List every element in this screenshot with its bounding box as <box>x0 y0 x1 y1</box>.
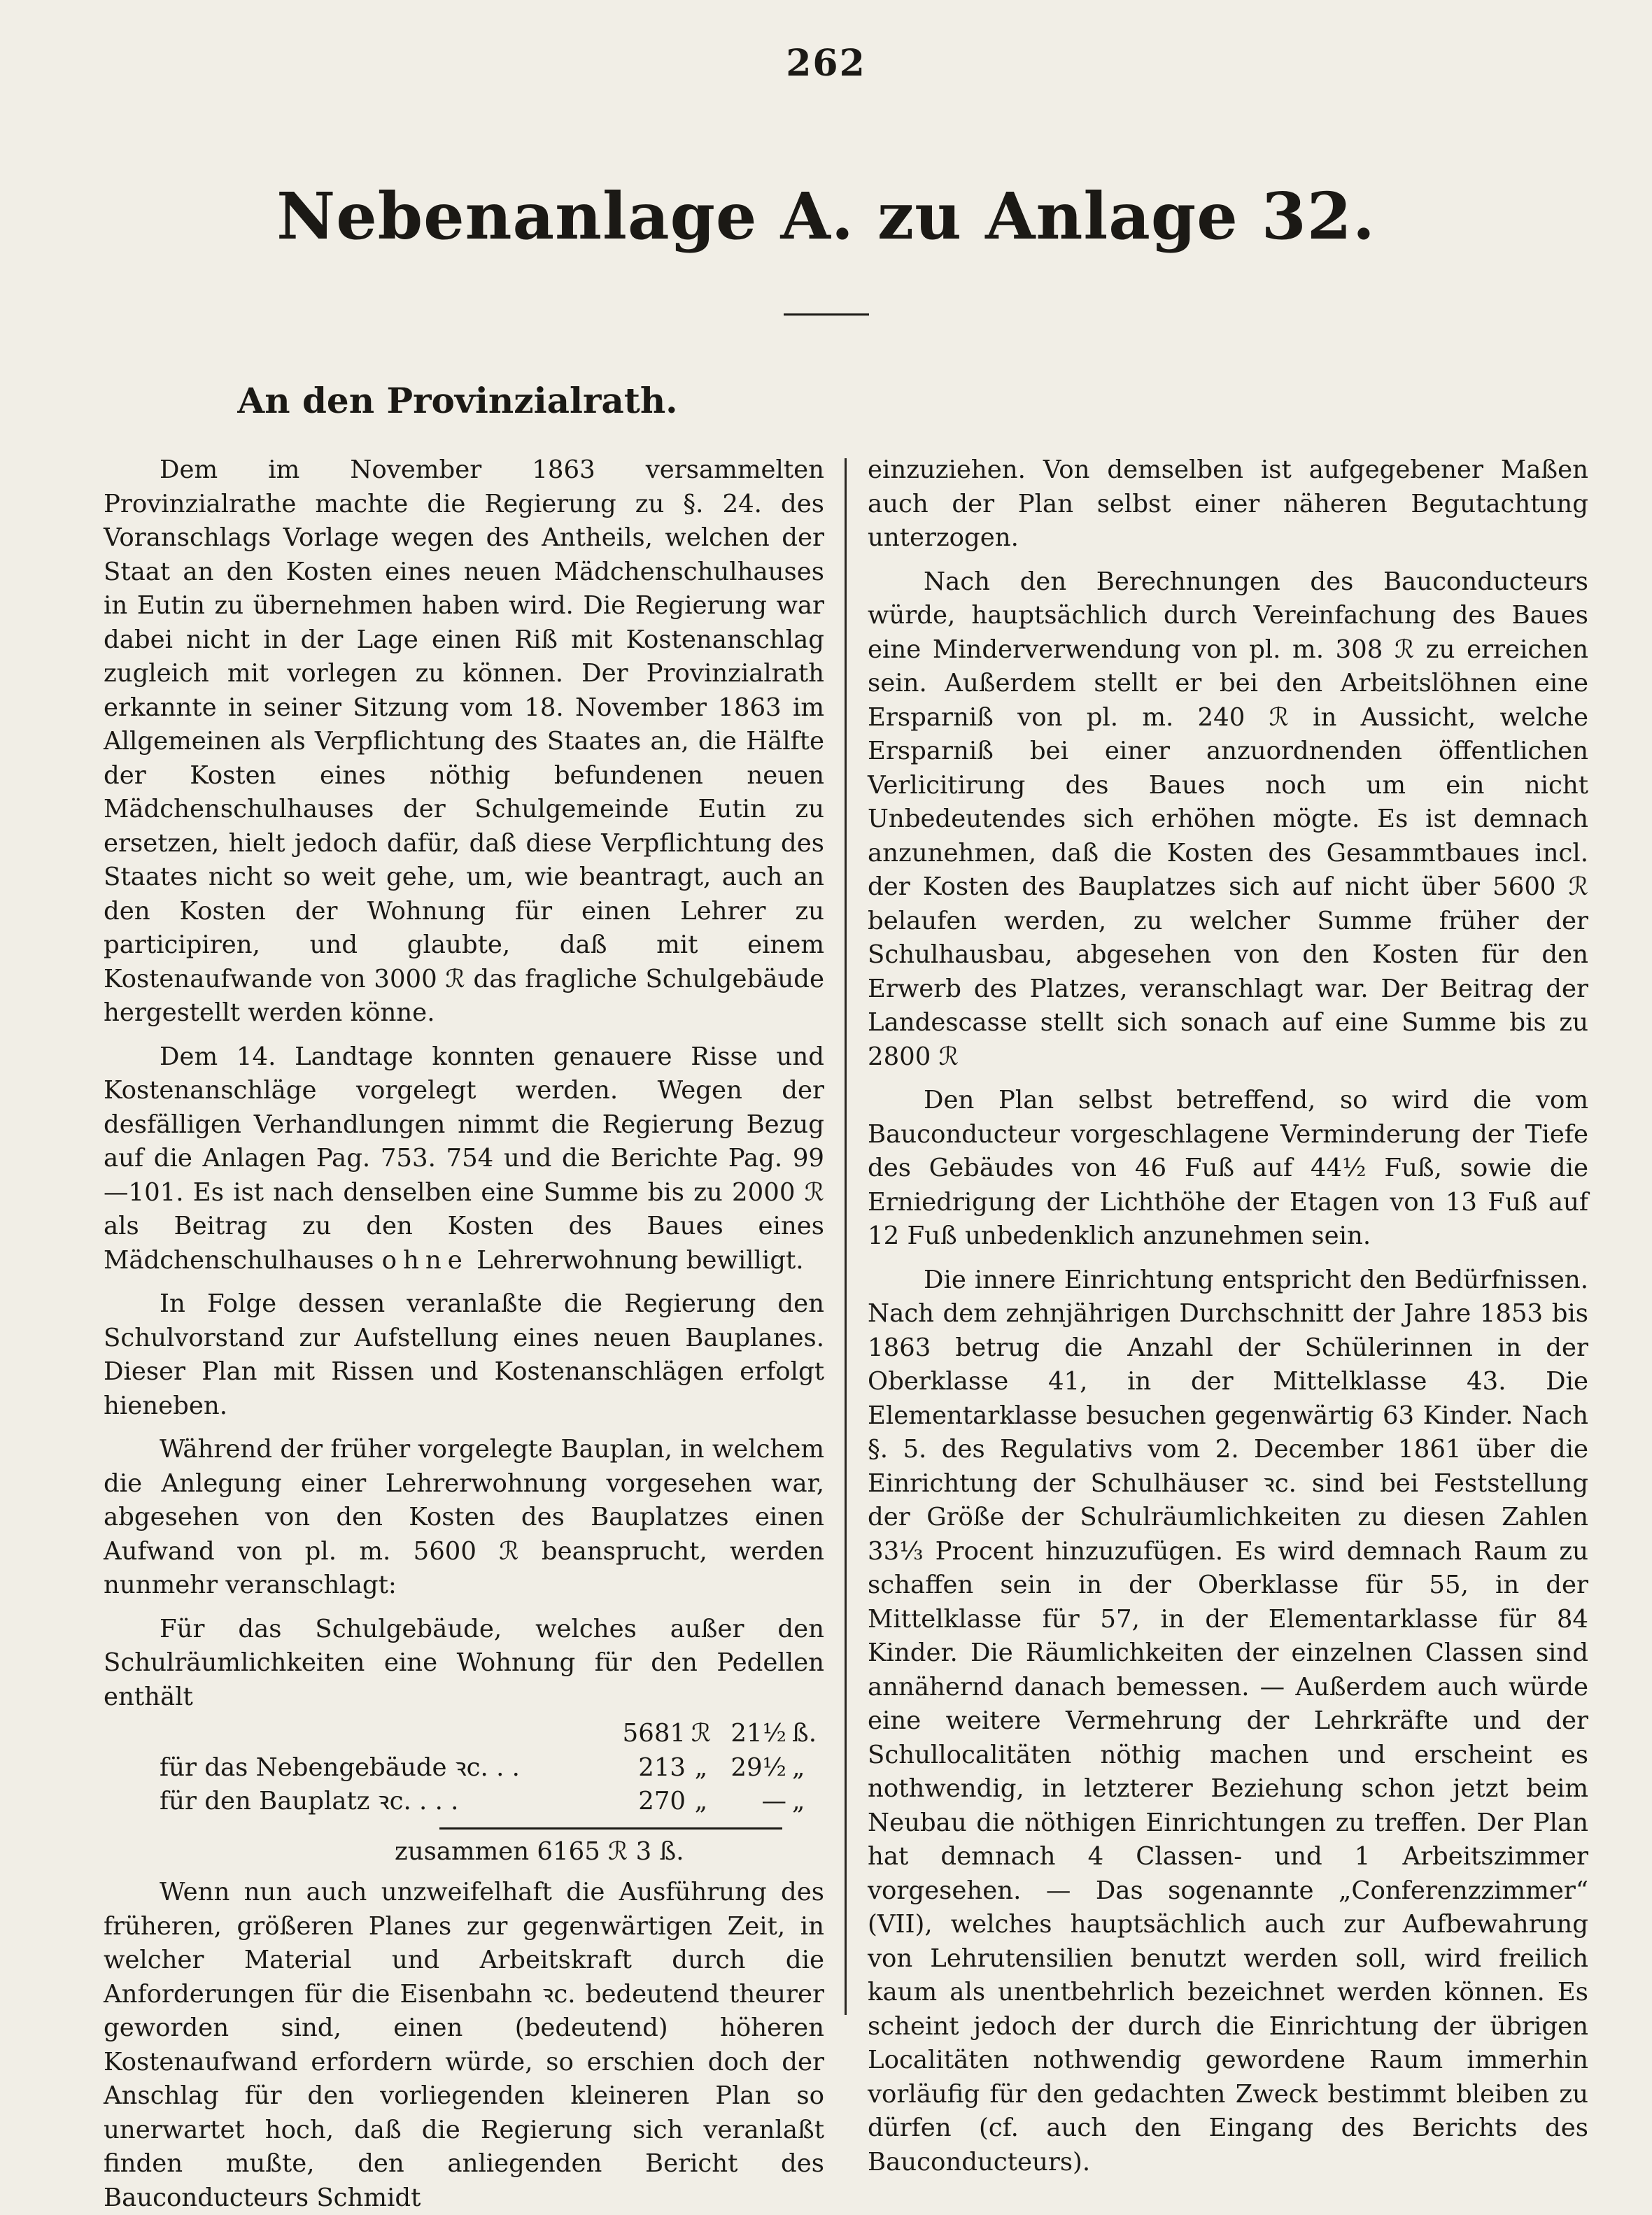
cost-shilling: ß. <box>792 1719 817 1748</box>
total-divider <box>439 1827 782 1830</box>
section-heading: An den Provinzialrath. <box>237 380 678 421</box>
right-paragraph-2: Nach den Berechnungen des Bauconducteurs würde, hauptsächlich durch Vereinfachung des Baues eine Minderverwendung von pl. m. 308 ℛ zu erreichen sein. Außerdem stellt er bei den Arbeitslöhnen eine Ersparniß von pl. m. 240 ℛ in Aussicht, welche Ersparniß bei einer anzuordnenden öffentlichen Verlicitirung des Baues noch um ein nicht Unbedeutendes sich erhöhen mögte. Es ist demnach anzunehmen, daß die Kosten des Gesammtbaues incl. der Kosten des Bauplatzes sich auf nicht über 5600 ℛ belaufen werden, zu welcher Summe früher der Schulhausbau, abgesehen von den Kosten für den Erwerb des Platzes, veranschlagt war. Der Beitrag der Landescasse stellt sich sonach auf eine Summe bis zu 2800 ℛ <box>868 567 1588 1071</box>
cost-unit: „ <box>694 1787 708 1816</box>
right-paragraph-1: einzuziehen. Von demselben ist aufgegebener Maßen auch der Plan selbst einer näheren Begutachtung unterzogen. <box>868 455 1588 552</box>
left-paragraph-4: Während der früher vorgelegte Bauplan, in welchem die Anlegung einer Lehrerwohnung vorgesehen war, abgesehen von den Kosten des Bauplatzes einen Aufwand von pl. m. 5600 ℛ beansprucht, werden nunmehr veranschlagt: <box>104 1435 824 1599</box>
left-paragraph-1: Dem im November 1863 versammelten Provinzialrathe machte die Regierung zu §. 24. des Voranschlags Vorlage wegen des Antheils, welchen der Staat an den Kosten eines neuen Mädchenschulhauses in Eutin zu übernehmen haben wird. Die Regierung war dabei nicht in der Lage einen Riß mit Kostenanschlag zugleich mit vorlegen zu können. Der Provinzialrath erkannte in seiner Sitzung vom 18. November 1863 im Allgemeinen als Verpflichtung des Staates an, die Hälfte der Kosten eines nöthig befundenen neuen Mädchenschulhauses der Schulgemeinde Eutin zu ersetzen, hielt jedoch dafür, daß diese Verpflichtung des Staates nicht so weit gehe, um, wie beantragt, auch an den Kosten der Wohnung für einen Lehrer zu participiren, und glaubte, daß mit einem Kostenaufwande von 3000 ℛ das fragliche Schulgebäude hergestellt werden könne. <box>104 455 824 1027</box>
left-paragraph-5: Wenn nun auch unzweifelhaft die Ausführung des früheren, größeren Planes zur gegenwärtigen Zeit, in welcher Material und Arbeitskraft durch die Anforderungen für die Eisenbahn ꝛc. bedeutend theurer geworden sind, einen (bedeutend) höheren Kostenaufwand erfordern würde, so erschien doch der Anschlag für den vorliegenden kleineren Plan so unerwartet hoch, daß die Regierung sich veranlaßt finden mußte, den anliegenden Bericht des Bauconducteurs Schmidt <box>104 1878 824 2212</box>
cost-shilling: „ <box>792 1787 805 1816</box>
cost-fraction: 29½ <box>730 1753 786 1782</box>
cost-row <box>104 1717 824 1751</box>
cost-unit: „ <box>694 1753 708 1782</box>
cost-label <box>104 1717 581 1751</box>
cost-label: für den Bauplatz ꝛc. . . . <box>160 1787 459 1816</box>
document-title: Nebenanlage A. zu Anlage 32. <box>276 178 1376 254</box>
cost-table <box>104 1717 824 1819</box>
cost-shilling: „ <box>792 1753 805 1782</box>
right-column <box>868 453 1588 2179</box>
left-paragraph-2-text-b: Lehrerwohnung bewilligt. <box>476 1245 804 1275</box>
cost-intro: Für das Schulgebäude, welches außer den Schulräumlichkeiten eine Wohnung für den Pedellen enthält <box>104 1614 824 1711</box>
cost-label: für das Nebengebäude ꝛc. . . <box>160 1753 520 1782</box>
right-paragraph-4: Die innere Einrichtung entspricht den Bedürfnissen. Nach dem zehnjährigen Durchschnitt der Jahre 1853 bis 1863 betrug die Anzahl der Schülerinnen in der Oberklasse 41, in der Mittelklasse 43. Die Elementarklasse besuchen gegenwärtig 63 Kinder. Nach §. 5. des Regulativs vom 2. December 1861 über die Einrichtung der Schulhäuser ꝛc. sind bei Feststellung der Größe der Schulräumlichkeiten zu diesen Zahlen 33⅓ Procent hinzuzufügen. Es wird demnach Raum zu schaffen sein in der Oberklasse für 55, in der Mittelklasse für 57, in der Elementarklasse für 84 Kinder. Die Räumlichkeiten der einzelnen Classen sind annähernd danach bemessen. — Außerdem auch würde eine weitere Vermehrung der Lehrkräfte und der Schullocalitäten nöthig machen und erscheint es nothwendig, in letzterer Beziehung schon jetzt beim Neubau die nöthigen Einrichtungen zu treffen. Der Plan hat demnach 4 Classen- und 1 Arbeitszimmer vorgesehen. — Das sogenannte „Conferenzzimmer“ (VII), welches hauptsächlich auch zur Aufbewahrung von Lehrutensilien benutzt werden soll, wird freilich kaum als unentbehrlich bezeichnet werden können. Es scheint jedoch der durch die Einrichtung der übrigen Localitäten nothwendig gewordene Raum immerhin vorläufig für den gedachten Zweck bestimmt bleiben zu dürfen (cf. auch den Eingang des Berichts des Bauconducteurs). <box>868 1265 1588 2177</box>
left-paragraph-2 <box>104 1040 824 1278</box>
cost-total: zusammen 6165 ℛ 3 ß. <box>395 1837 684 1866</box>
column-divider <box>845 458 847 2015</box>
cost-amount: 270 <box>638 1787 686 1816</box>
title-divider <box>784 313 869 316</box>
left-paragraph-3: In Folge dessen veranlaßte die Regierung den Schulvorstand zur Aufstellung eines neuen Bauplanes. Dieser Plan mit Rissen und Kostenanschlägen erfolgt hieneben. <box>104 1289 824 1420</box>
cost-fraction: 21½ <box>730 1719 786 1748</box>
cost-unit: ℛ <box>691 1719 712 1748</box>
cost-row <box>104 1751 824 1785</box>
cost-amount: 5681 <box>622 1719 686 1748</box>
left-column <box>104 453 824 2215</box>
left-paragraph-2-text-a: Dem 14. Landtage konnten genauere Risse und Kostenanschläge vorgelegt werden. Wegen der desfälligen Verhandlungen nimmt die Regierung Bezug auf die Anlagen Pag. 753. 754 und die Berichte Pag. 99—101. Es ist nach denselben eine Summe bis zu 2000 ℛ als Beitrag zu den Kosten des Baues eines Mädchenschulhauses <box>104 1042 824 1275</box>
left-paragraph-2-spaced-word: ohne <box>381 1245 469 1275</box>
cost-row <box>104 1785 824 1819</box>
page-number: 262 <box>786 42 866 85</box>
right-paragraph-3: Den Plan selbst betreffend, so wird die vom Bauconducteur vorgeschlagene Verminderung der Tiefe des Gebäudes von 46 Fuß auf 44½ Fuß, sowie die Erniedrigung der Lichthöhe der Etagen von 13 Fuß auf 12 Fuß unbedenklich anzunehmen sein. <box>868 1086 1588 1250</box>
cost-amount: 213 <box>638 1753 686 1782</box>
cost-fraction: — <box>761 1787 786 1816</box>
